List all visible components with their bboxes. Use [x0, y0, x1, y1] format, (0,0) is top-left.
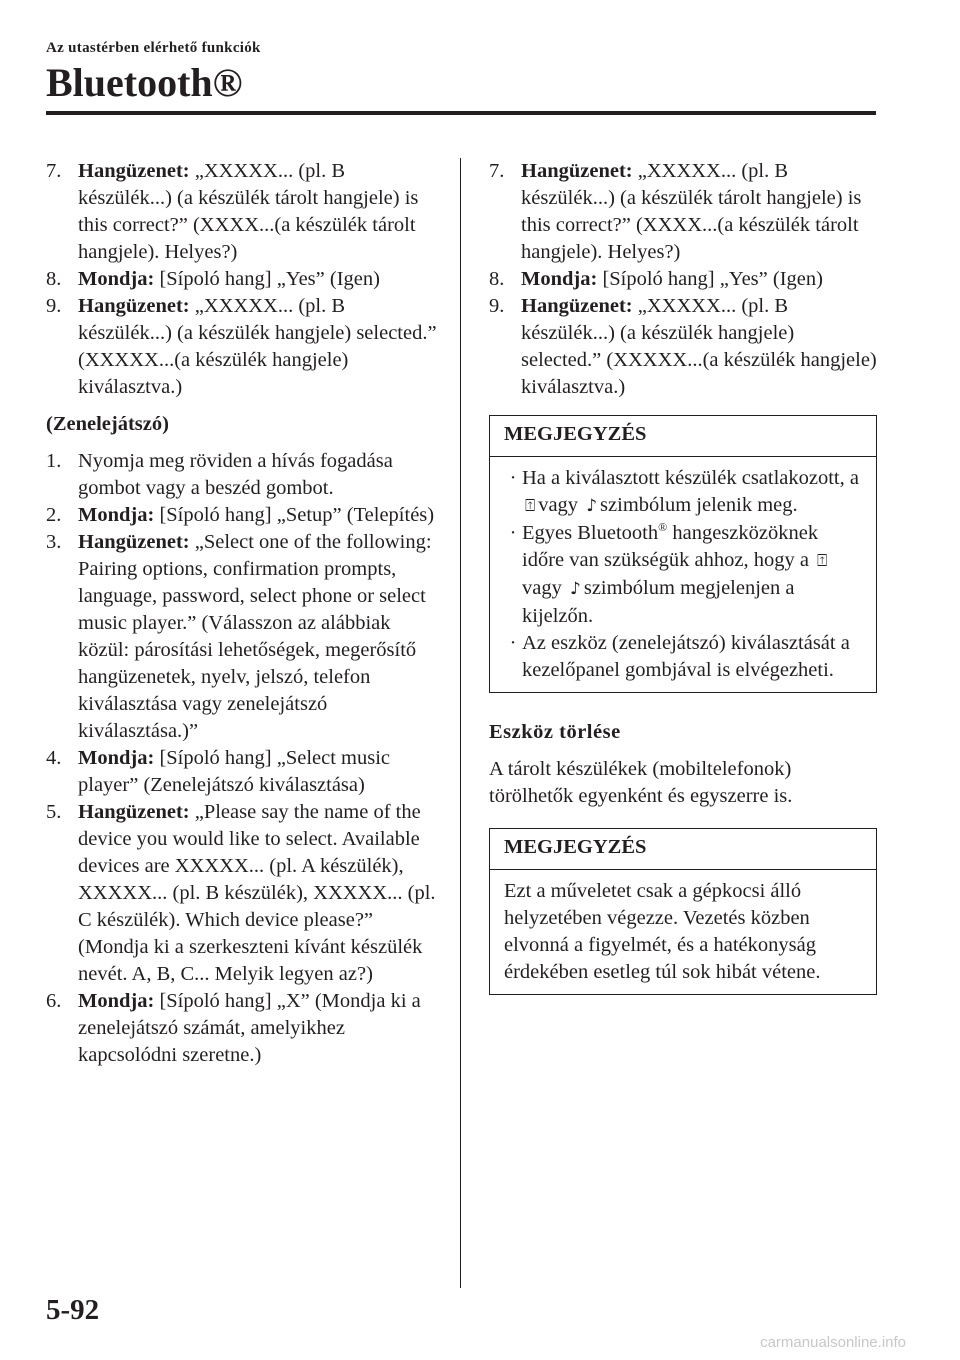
note-text: Ezt a műveletet csak a gépkocsi álló helyzetében végezze. Vezetés közben elvonná a figyelmét, és a hatékonyság érdekében esetleg túl sok hibát vétene. [504, 880, 821, 983]
note-box [489, 415, 877, 693]
right-column [489, 158, 877, 995]
bullet-icon: · [509, 467, 517, 489]
section-heading-eszkoz-torlese: Eszköz törlése [489, 721, 621, 743]
note-box [489, 828, 877, 995]
phone-icon: ⍐ [817, 551, 828, 571]
list-item: 6. Mondja: [Sípoló hang] „X” (Mondja ki a zenelejátszó számát, amelyikhez kapcsolódni szeretne.) [46, 990, 421, 1066]
page-title: Bluetooth® [46, 60, 243, 105]
watermark: carmanualsonline.info [760, 1334, 906, 1351]
page-header [46, 40, 876, 105]
list-item: 5. Hangüzenet: „Please say the name of the device you would like to select. Available devices are XXXXX... (pl. A készülék), XXXXX... (pl. B készülék), XXXXX... (pl. C készülék). Which device please?” (Mondja ki a szerkeszteni kívánt készülék nevét. A, B, C... Melyik legyen az?) [46, 801, 436, 985]
section-heading-zenelejatszo: (Zenelejátszó) [46, 413, 169, 435]
section-subtitle: Az utastérben elérhető funkciók [46, 40, 261, 56]
column-divider [460, 158, 461, 1288]
list-item: 3. Hangüzenet: „Select one of the following: Pairing options, confirmation prompts, language, password, select phone or select music player.” (Válasszon az alábbiak közül: párosítási lehetőségek, megerősítő hangüzenetek, nyelv, jelszó, telefon kiválasztása vagy zenelejátszó kiválasztása.)” [46, 531, 432, 742]
music-note-icon: ♪ [569, 579, 581, 599]
bullet-icon: · [509, 522, 517, 544]
list-item: 2. Mondja: [Sípoló hang] „Setup” (Telepítés) [46, 504, 435, 526]
note-heading: MEGJEGYZÉS [490, 829, 876, 870]
music-note-icon: ♪ [586, 496, 598, 516]
list-item: · Ha a kiválasztott készülék csatlakozott, a ⍐ vagy ♪ szimbólum jelenik meg. [504, 465, 862, 520]
list-item: 1. Nyomja meg röviden a hívás fogadása gombot vagy a beszéd gombot. [46, 450, 393, 499]
list-item: 9. Hangüzenet: „XXXXX... (pl. B készülék...) (a készülék hangjele) selected.” (XXXXX...(a készülék hangjele) kiválasztva.) [46, 295, 437, 398]
list-item: 4. Mondja: [Sípoló hang] „Select music player” (Zenelejátszó kiválasztása) [46, 747, 391, 796]
list-item: 7. Hangüzenet: „XXXXX... (pl. B készülék...) (a készülék tárolt hangjele) is this correct?” (XXXX...(a készülék tárolt hangjele). Helyes?) [489, 160, 862, 263]
list-item: · Egyes Bluetooth® hangeszközöknek időre van szükségük ahhoz, hogy a ⍐ vagy ♪ szimbólum megjelenjen a kijelzőn. [504, 520, 862, 630]
list-item: · Az eszköz (zenelejátszó) kiválasztását a kezelőpanel gombjával is elvégezheti. [504, 630, 862, 684]
page-number: 5-92 [46, 1294, 100, 1326]
list-item: 8. Mondja: [Sípoló hang] „Yes” (Igen) [489, 268, 823, 290]
phone-icon: ⍐ [525, 496, 536, 516]
list-item: 8. Mondja: [Sípoló hang] „Yes” (Igen) [46, 268, 380, 290]
left-column [46, 158, 442, 1069]
title-rule [46, 111, 876, 115]
bullet-icon: · [509, 632, 517, 654]
section-paragraph: A tárolt készülékek (mobiltelefonok) törölhetők egyenként és egyszerre is. [489, 758, 793, 807]
list-item: 9. Hangüzenet: „XXXXX... (pl. B készülék...) (a készülék hangjele) selected.” (XXXXX...(a készülék hangjele) kiválasztva.) [489, 295, 877, 398]
list-item: 7. Hangüzenet: „XXXXX... (pl. B készülék...) (a készülék tárolt hangjele) is this correct?” (XXXX...(a készülék tárolt hangjele). Helyes?) [46, 160, 419, 263]
note-heading: MEGJEGYZÉS [490, 416, 876, 457]
